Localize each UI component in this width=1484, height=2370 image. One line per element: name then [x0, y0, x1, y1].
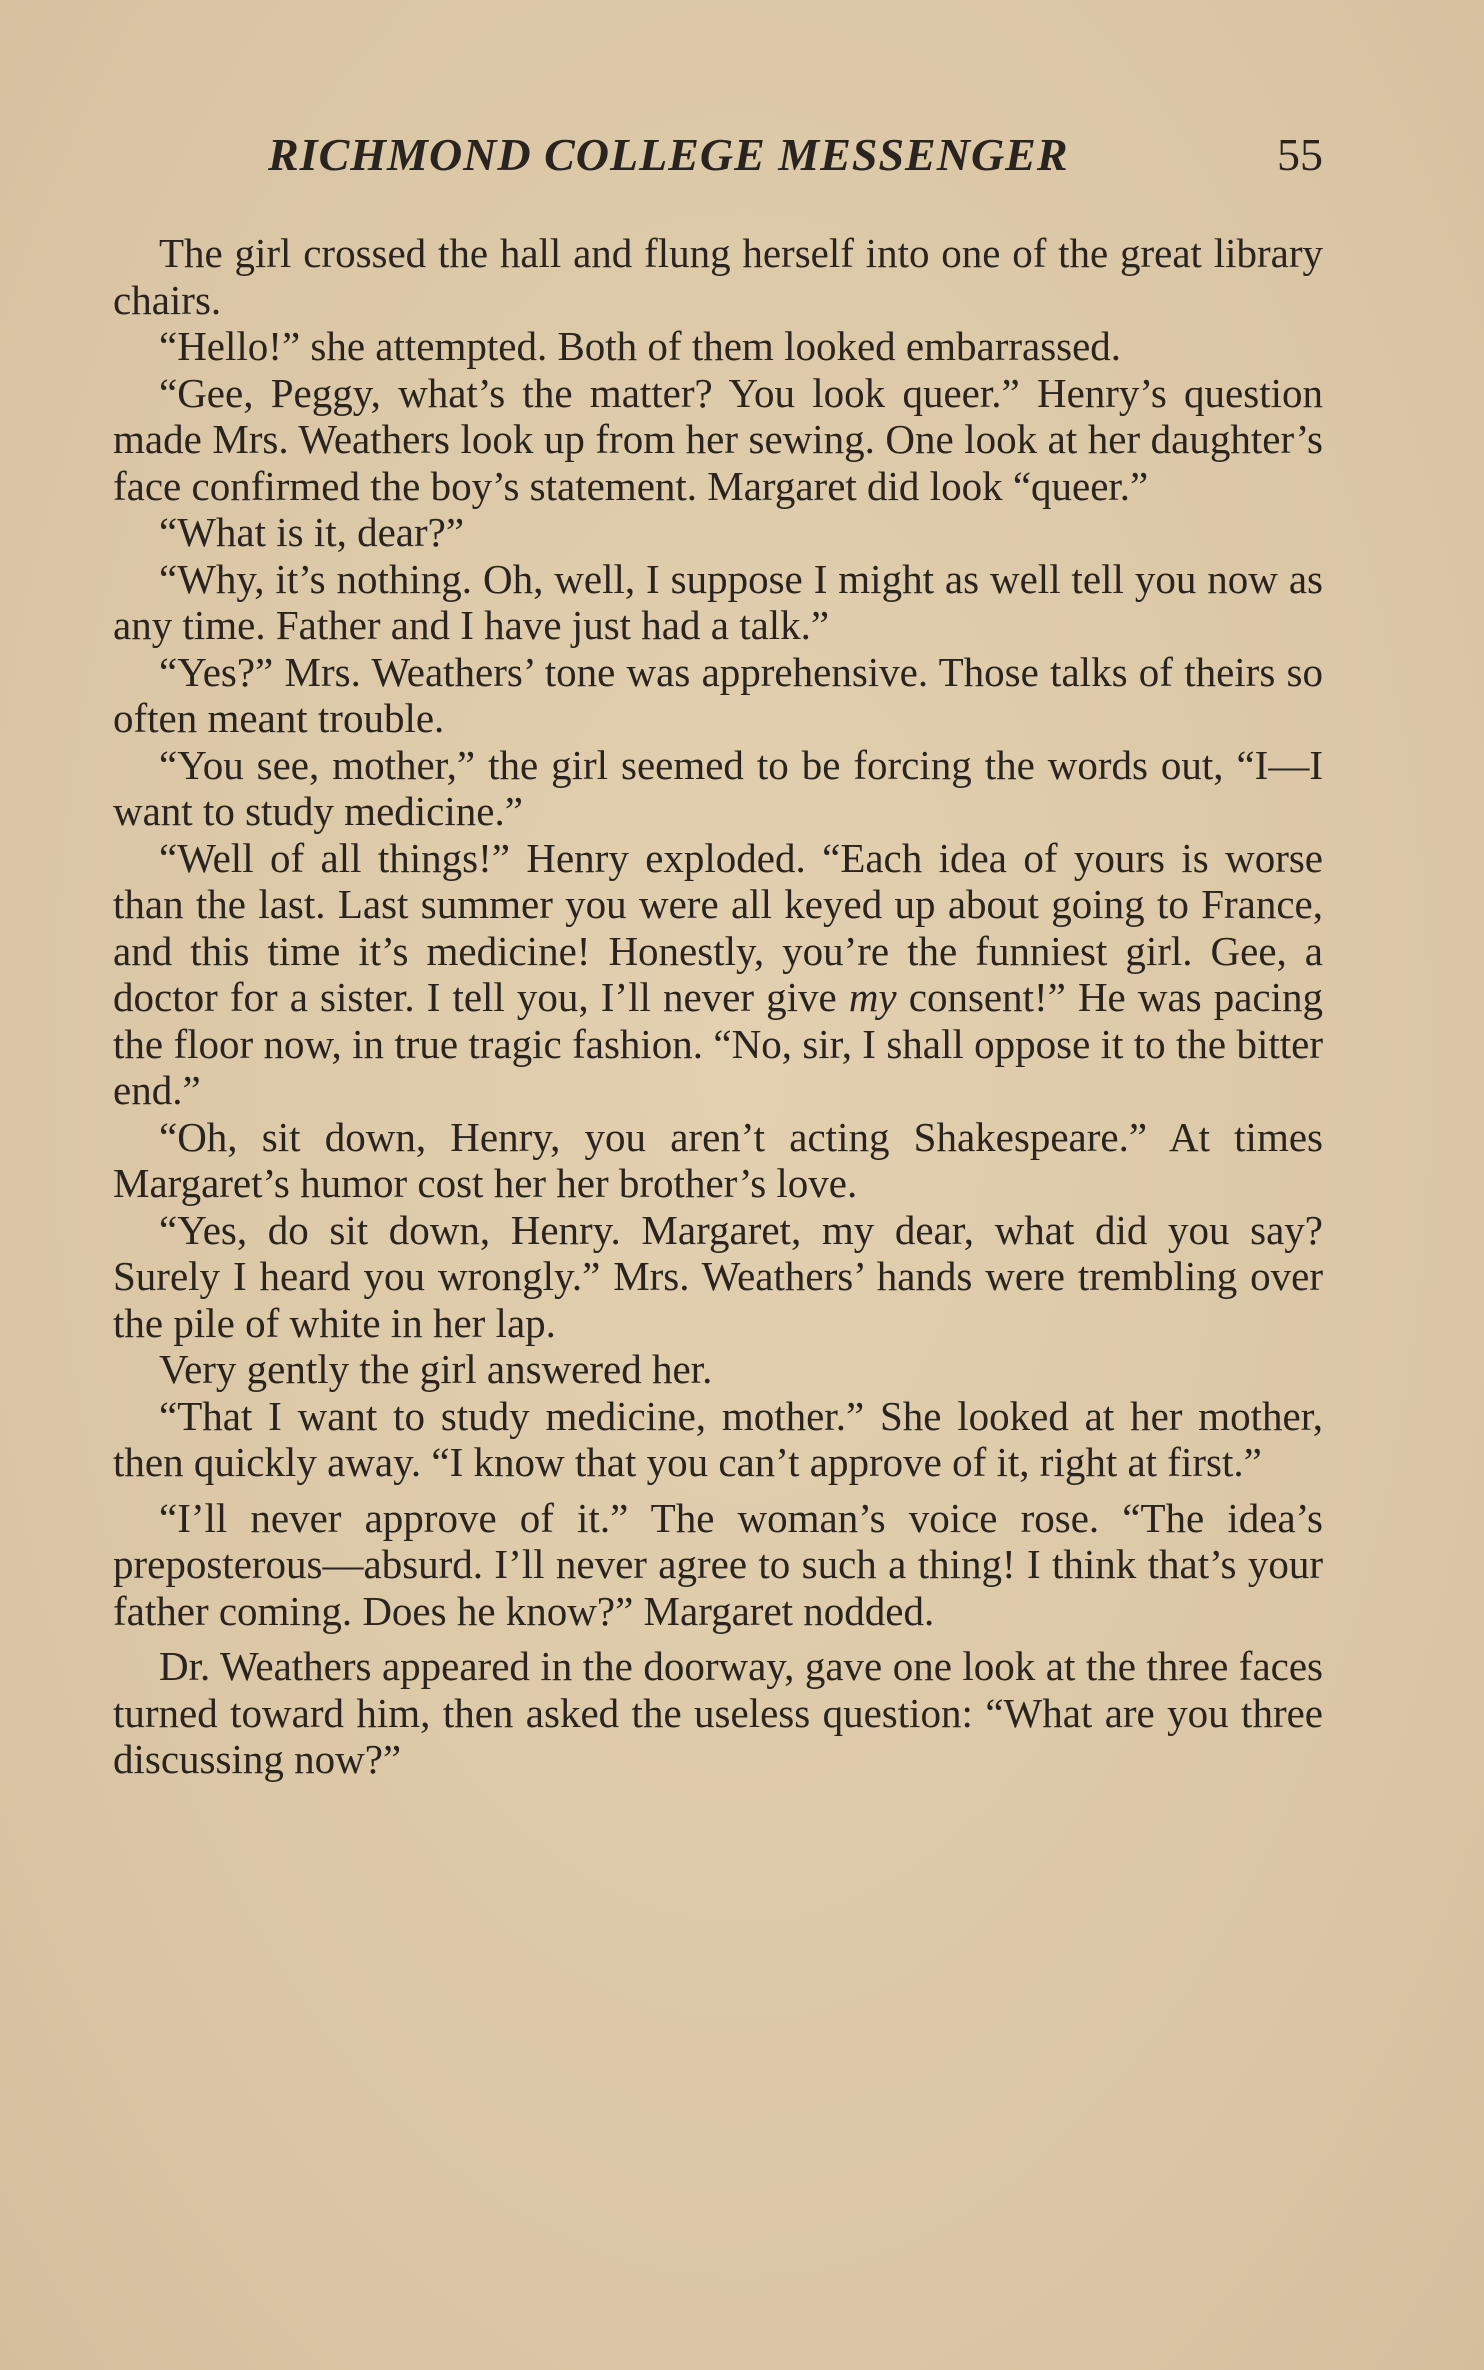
paragraph-text: consent!” He was pacing the floor now, in true tragic fashion. “No, sir, I shall oppose it to the bitter end.” [113, 974, 1324, 1113]
running-head: RICHMOND COLLEGE MESSENGER [268, 129, 1069, 180]
paragraph: “Gee, Peggy, what’s the matter? You look queer.” Henry’s question made Mrs. Weathers look up from her sewing. One look at her daughter’s face confirmed the boy’s statement. Margaret did look “queer.” [113, 369, 1323, 509]
paragraph: “Hello!” she attempted. Both of them looked embarrassed. [159, 323, 1122, 369]
emphasized-word: my [848, 974, 897, 1020]
paragraph-text: “Well of all things!” Henry exploded. “Each idea of yours is worse than the last. Last summer you were all keyed up about going to France, and this time it’s medicine! Honestly, you’re the funniest girl. Gee, a doctor for a sister. I tell you, I’ll never give [113, 834, 1323, 1020]
paragraph: “That I want to study medicine, mother.” She looked at her mother, then quickly away. “I know that you can’t approve of it, right at first.” [113, 1392, 1323, 1485]
paragraph [113, 835, 1323, 1114]
paragraph: “You see, mother,” the girl seemed to be forcing the words out, “I—I want to study medicine.” [113, 741, 1323, 834]
paragraph: The girl crossed the hall and flung herself into one of the great library chairs. [113, 230, 1323, 323]
page-number: 55 [1277, 129, 1323, 180]
paragraph: Dr. Weathers appeared in the doorway, gave one look at the three faces turned toward him, then asked the useless question: “What are you three discussing now?” [113, 1643, 1323, 1782]
paragraph: “Why, it’s nothing. Oh, well, I suppose I might as well tell you now as any time. Father and I have just had a talk.” [113, 555, 1323, 648]
paragraph: “Oh, sit down, Henry, you aren’t acting Shakespeare.” At times Margaret’s humor cost her her brother’s love. [113, 1113, 1323, 1206]
paragraph: “I’ll never approve of it.” The woman’s voice rose. “The idea’s preposterous—absurd. I’ll never agree to such a thing! I think that’s your father coming. Does he know?” Margaret nodded. [113, 1494, 1323, 1634]
body-text [113, 230, 1323, 1783]
paragraph: “Yes?” Mrs. Weathers’ tone was apprehensive. Those talks of theirs so often meant trouble. [113, 648, 1323, 741]
paragraph: “Yes, do sit down, Henry. Margaret, my dear, what did you say? Surely I heard you wrongly.” Mrs. Weathers’ hands were trembling over the pile of white in her lap. [113, 1206, 1323, 1346]
paragraph: Very gently the girl answered her. [159, 1346, 713, 1392]
paragraph: “What is it, dear?” [159, 509, 465, 555]
page-header [113, 128, 1323, 188]
